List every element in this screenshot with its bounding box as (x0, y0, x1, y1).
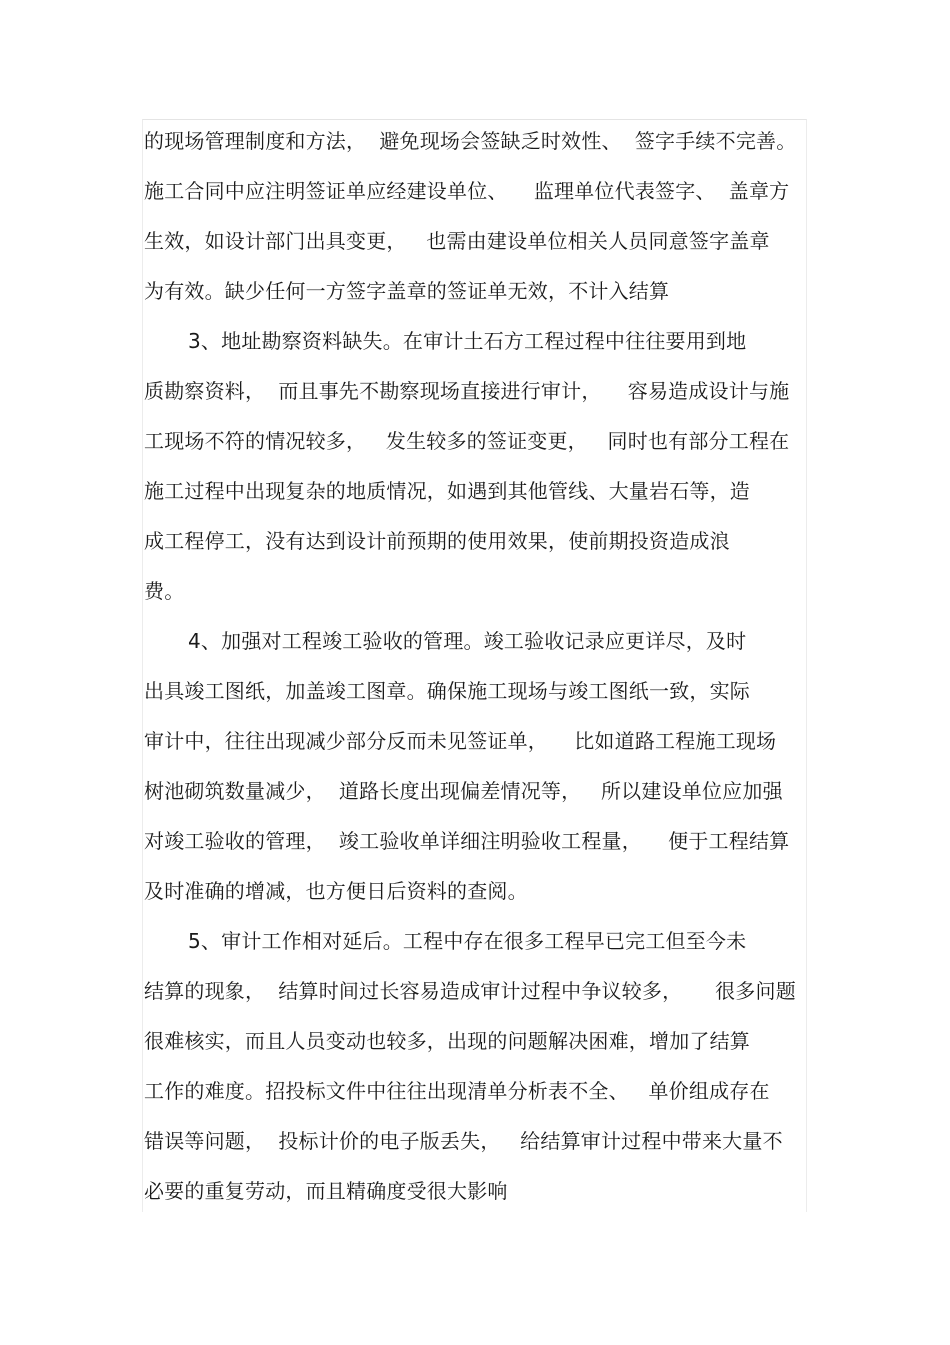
text-line: 为有效。缺少任何一方签字盖章的签证单无效，不计入结算 (144, 279, 670, 303)
text-line: 对竣工验收的管理， 竣工验收单详细注明验收工程量， 便于工程结算 (144, 829, 790, 853)
text-line: 工现场不符的情况较多， 发生较多的签证变更， 同时也有部分工程在 (144, 429, 790, 453)
text-line: 树池砌筑数量减少， 道路长度出现偏差情况等， 所以建设单位应加强 (144, 779, 783, 803)
text-line: 费。 (144, 579, 185, 603)
text-line: 生效，如设计部门出具变更， 也需由建设单位相关人员同意签字盖章 (144, 229, 770, 253)
text-line: 施工过程中出现复杂的地质情况，如遇到其他管线、大量岩石等，造 (144, 479, 750, 503)
text-line: 及时准确的增减，也方便日后资料的查阅。 (144, 879, 528, 903)
text-line: 出具竣工图纸，加盖竣工图章。确保施工现场与竣工图纸一致，实际 (144, 679, 750, 703)
text-line: 的现场管理制度和方法， 避免现场会签缺乏时效性、 签字手续不完善。 (144, 129, 797, 153)
text-line: 必要的重复劳动，而且精确度受很大影响 (144, 1179, 508, 1203)
text-line: 质勘察资料， 而且事先不勘察现场直接进行审计， 容易造成设计与施 (144, 379, 790, 403)
text-line: 错误等问题， 投标计价的电子版丢失， 给结算审计过程中带来大量不 (144, 1129, 783, 1153)
paragraph-5-start: 5、审计工作相对延后。工程中存在很多工程早已完工但至今未 (188, 929, 747, 953)
paragraph-4-start: 4、加强对工程竣工验收的管理。竣工验收记录应更详尽，及时 (188, 629, 747, 653)
text-line: 结算的现象， 结算时间过长容易造成审计过程中争议较多， 很多问题 (144, 979, 796, 1003)
text-line: 审计中，往往出现减少部分反而未见签证单， 比如道路工程施工现场 (144, 729, 777, 753)
text-line: 工作的难度。招投标文件中往往出现清单分析表不全、 单价组成存在 (144, 1079, 770, 1103)
text-line: 施工合同中应注明签证单应经建设单位、 监理单位代表签字、 盖章方 (144, 179, 790, 203)
text-line: 很难核实，而且人员变动也较多，出现的问题解决困难，增加了结算 (144, 1029, 750, 1053)
paragraph-3-start: 3、地址勘察资料缺失。在审计土石方工程过程中往往要用到地 (188, 329, 747, 353)
text-line: 成工程停工，没有达到设计前预期的使用效果，使前期投资造成浪 (144, 529, 730, 553)
